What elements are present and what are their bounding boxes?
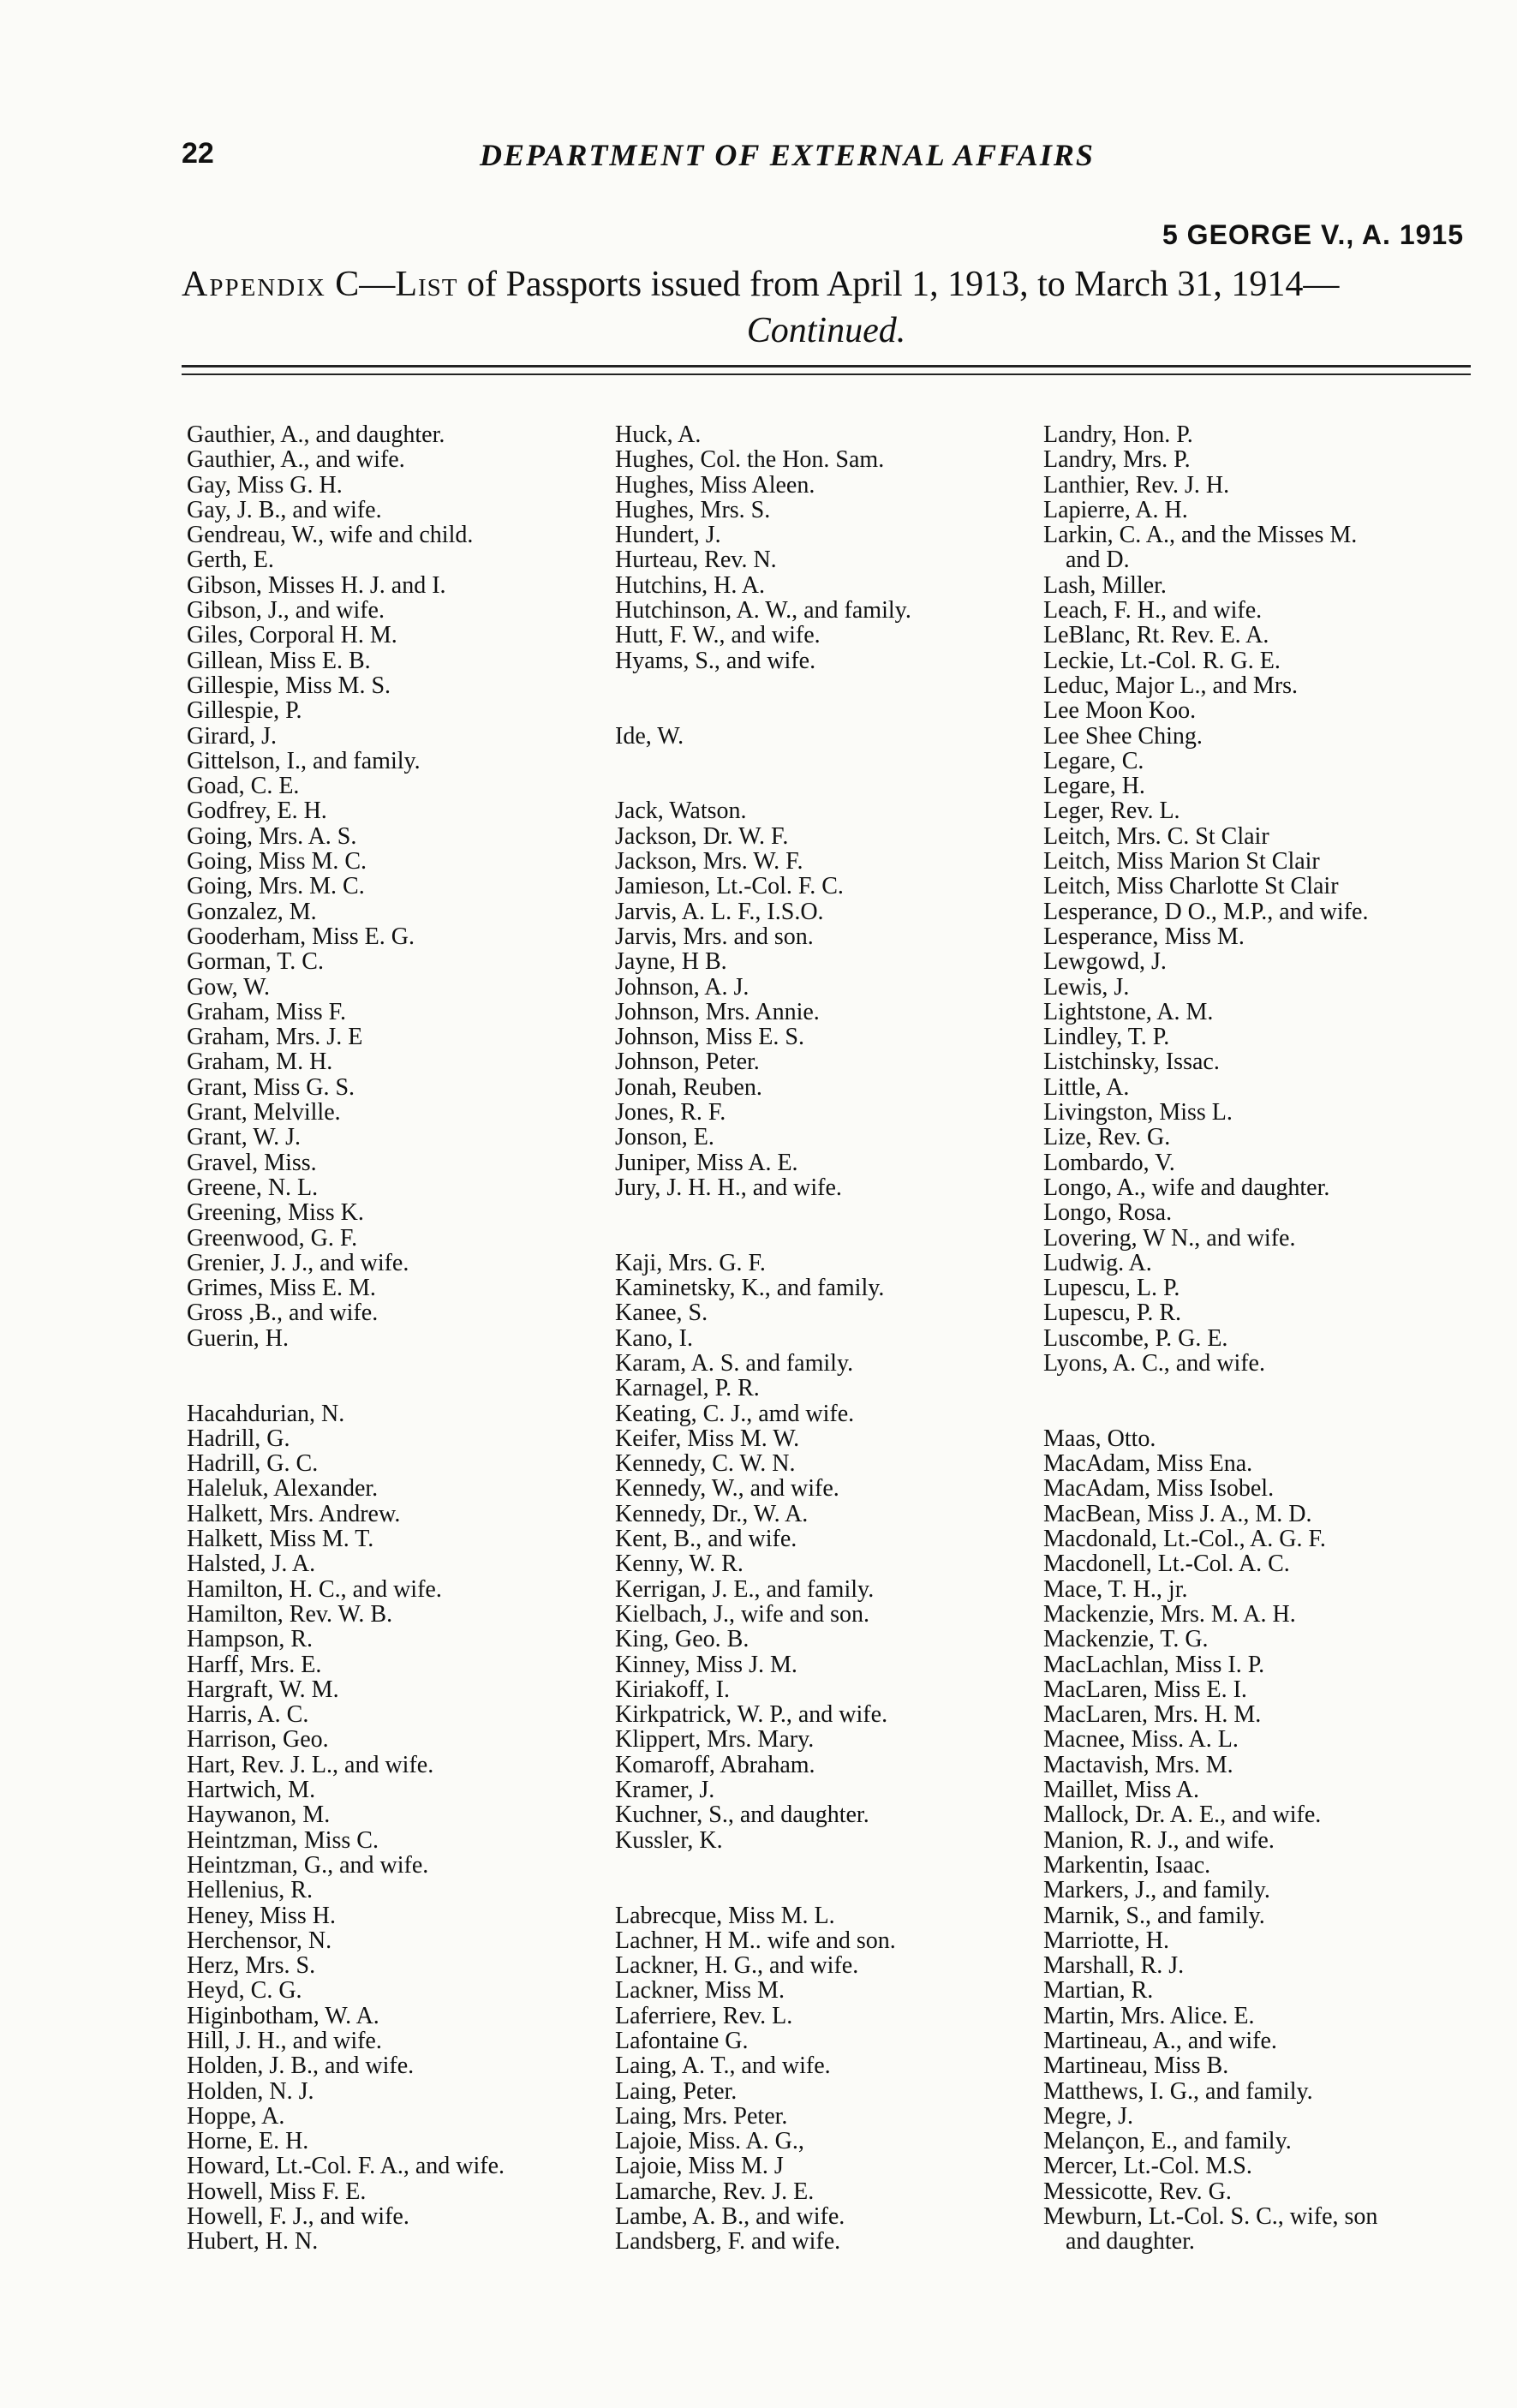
passport-entry: Jury, J. H. H., and wife. <box>615 1174 842 1201</box>
passport-entry: Lightstone, A. M. <box>1043 998 1214 1025</box>
passport-entry: Lize, Rev. G. <box>1043 1124 1171 1151</box>
passport-entry: Lachner, H M.. wife and son. <box>615 1927 896 1954</box>
appendix-title <box>182 261 1471 354</box>
passport-entry: Going, Mrs. A. S. <box>187 822 357 850</box>
appendix-word: Appendix <box>182 265 326 304</box>
appendix-letter: C— <box>325 265 396 304</box>
passport-entry: Lackner, H. G., and wife. <box>615 1952 859 1980</box>
section-gap <box>187 1351 606 1376</box>
passport-entry: King, Geo. B. <box>615 1626 750 1653</box>
names-column-3 <box>1043 422 1489 2255</box>
passport-entry: Jack, Watson. <box>615 798 747 825</box>
passport-entry: Gravel, Miss. <box>187 1149 317 1176</box>
passport-entry: Lash, Miller. <box>1043 571 1167 599</box>
passport-entry: Gittelson, I., and family. <box>187 747 421 774</box>
passport-entry: Gross ,B., and wife. <box>187 1300 379 1327</box>
passport-entry: Gibson, J., and wife. <box>187 597 385 624</box>
passport-entry: Heintzman, Miss C. <box>187 1826 379 1854</box>
passport-entry: Komaroff, Abraham. <box>615 1751 815 1778</box>
names-column-2 <box>615 422 1043 2255</box>
passport-entry: Kinney, Miss J. M. <box>615 1651 797 1678</box>
passport-entry: Hargraft, W. M. <box>187 1676 339 1703</box>
passport-entry: Martineau, A., and wife. <box>1043 2028 1277 2054</box>
passport-entry: Martineau, Miss B. <box>1043 2052 1229 2080</box>
passport-entry: Kaji, Mrs. G. F. <box>615 1249 766 1276</box>
passport-entry: Hamilton, Rev. W. B. <box>187 1600 393 1628</box>
passport-entry: Hutt, F. W., and wife. <box>615 622 821 649</box>
passport-entry: Lee Moon Koo. <box>1043 697 1197 725</box>
passport-entry: Hoppe, A. <box>187 2102 285 2130</box>
passport-entry: Legare, H. <box>1043 773 1145 800</box>
passport-entry: Howell, F. J., and wife. <box>187 2203 409 2231</box>
passport-entry: Harff, Mrs. E. <box>187 1651 322 1678</box>
section-gap <box>615 774 1043 798</box>
passport-entry: Kielbach, J., wife and son. <box>615 1600 870 1628</box>
passport-entry: Lajoie, Miss M. J <box>615 2153 784 2180</box>
passport-entry: Gooderham, Miss E. G. <box>187 923 415 950</box>
passport-entry: Johnson, A. J. <box>615 973 750 1001</box>
passport-entry: Kennedy, Dr., W. A. <box>615 1500 809 1527</box>
section-gap <box>1043 1401 1489 1426</box>
passport-entry: Hughes, Col. the Hon. Sam. <box>615 446 885 474</box>
passport-entry: Jackson, Dr. W. F. <box>615 822 789 850</box>
passport-entry: Greening, Miss K. <box>187 1199 364 1227</box>
passport-entry: Jayne, H B. <box>615 948 727 976</box>
passport-entry: Graham, Mrs. J. E <box>187 1024 363 1051</box>
passport-entry: Lafontaine G. <box>615 2028 749 2054</box>
passport-entry: Messicotte, Rev. G. <box>1043 2178 1232 2205</box>
passport-entry: Hundert, J. <box>615 522 721 549</box>
passport-entry: Markentin, Isaac. <box>1043 1851 1211 1879</box>
passport-entry: Markers, J., and family. <box>1043 1877 1270 1904</box>
passport-entry: Longo, Rosa. <box>1043 1199 1173 1227</box>
passport-entry: Hyams, S., and wife. <box>615 647 816 674</box>
session-label: 5 GEORGE V., A. 1915 <box>1162 219 1464 250</box>
passport-entry: and D. <box>1066 547 1130 574</box>
section-gap <box>615 1226 1043 1251</box>
passport-entry: Marnik, S., and family. <box>1043 1902 1265 1929</box>
passport-entry: Herz, Mrs. S. <box>187 1952 316 1980</box>
section-gap <box>615 1853 1043 1878</box>
passport-entry: Heyd, C. G. <box>187 1977 302 2005</box>
passport-entry: Kiriakoff, I. <box>615 1676 730 1703</box>
passport-entry: Larkin, C. A., and the Misses M. <box>1043 522 1358 549</box>
passport-entry: Giles, Corporal H. M. <box>187 622 397 649</box>
passport-entry: Mackenzie, T. G. <box>1043 1626 1209 1653</box>
passport-entry: Maas, Otto. <box>1043 1425 1156 1452</box>
passport-entry: Gerth, E. <box>187 547 274 574</box>
section-gap <box>615 1878 1043 1903</box>
passport-entry: Gorman, T. C. <box>187 948 324 976</box>
passport-entry: MacLachlan, Miss I. P. <box>1043 1651 1265 1678</box>
passport-entry: MacAdam, Miss Ena. <box>1043 1450 1253 1478</box>
passport-entry: Huck, A. <box>615 421 702 448</box>
passport-entry: Lupescu, L. P. <box>1043 1275 1180 1302</box>
passport-entry: Hubert, H. N. <box>187 2228 319 2256</box>
section-gap <box>615 673 1043 698</box>
passport-entry: and daughter. <box>1066 2228 1195 2256</box>
passport-entry: Grant, Miss G. S. <box>187 1073 355 1101</box>
passport-entry: Laferriere, Rev. L. <box>615 2002 793 2029</box>
passport-entry: Laing, A. T., and wife. <box>615 2052 831 2080</box>
passport-entry: Mactavish, Mrs. M. <box>1043 1751 1233 1778</box>
passport-entry: Kirkpatrick, W. P., and wife. <box>615 1701 888 1729</box>
passport-entry: Melançon, E., and family. <box>1043 2128 1292 2155</box>
passport-entry: Leitch, Miss Charlotte St Clair <box>1043 873 1339 900</box>
passport-entry: Martian, R. <box>1043 1977 1154 2005</box>
passport-entry: Macnee, Miss. A. L. <box>1043 1726 1239 1754</box>
passport-entry: Matthews, I. G., and family. <box>1043 2077 1313 2105</box>
passport-entry: Kent, B., and wife. <box>615 1526 797 1553</box>
passport-entry: Gillespie, P. <box>187 697 302 725</box>
passport-entry: Goad, C. E. <box>187 773 300 800</box>
passport-entry: Lajoie, Miss. A. G., <box>615 2128 804 2155</box>
passport-entry: Hartwich, M. <box>187 1777 316 1804</box>
header-rule <box>182 365 1471 367</box>
passport-entry: Graham, Miss F. <box>187 998 346 1025</box>
passport-entry: Lapierre, A. H. <box>1043 496 1188 523</box>
passport-entry: Guerin, H. <box>187 1324 289 1352</box>
passport-entry: Hadrill, G. <box>187 1425 290 1452</box>
passport-entry: Greenwood, G. F. <box>187 1224 358 1252</box>
section-gap <box>615 698 1043 723</box>
passport-entry: Heney, Miss H. <box>187 1902 336 1929</box>
passport-entry: Leitch, Mrs. C. St Clair <box>1043 822 1269 850</box>
passport-entry: MacLaren, Mrs. H. M. <box>1043 1701 1262 1729</box>
passport-entry: Gillespie, Miss M. S. <box>187 672 391 699</box>
passport-entry: Kenny, W. R. <box>615 1551 744 1578</box>
passport-entry: Gibson, Misses H. J. and I. <box>187 571 446 599</box>
passport-entry: Lee Shee Ching. <box>1043 722 1203 750</box>
passport-entry: Ludwig. A. <box>1043 1249 1152 1276</box>
passport-entry: Legare, C. <box>1043 747 1144 774</box>
passport-entry: Lindley, T. P. <box>1043 1024 1170 1051</box>
passport-entry: Macdonell, Lt.-Col. A. C. <box>1043 1551 1290 1578</box>
passport-entry: Greene, N. L. <box>187 1174 319 1201</box>
passport-entry: Macdonald, Lt.-Col., A. G. F. <box>1043 1526 1326 1553</box>
passport-entry: Klippert, Mrs. Mary. <box>615 1726 815 1754</box>
passport-entry: Mercer, Lt.-Col. M.S. <box>1043 2153 1252 2180</box>
passport-entry: Hellenius, R. <box>187 1877 313 1904</box>
passport-entry: Howard, Lt.-Col. F. A., and wife. <box>187 2153 505 2180</box>
passport-entry: Gillean, Miss E. B. <box>187 647 371 674</box>
passport-entry: Gay, Miss G. H. <box>187 471 343 499</box>
passport-entry: Hampson, R. <box>187 1626 313 1653</box>
passport-entry: Holden, J. B., and wife. <box>187 2052 415 2080</box>
passport-entry: Lackner, Miss M. <box>615 1977 785 2005</box>
passport-entry: Lesperance, D O., M.P., and wife. <box>1043 898 1369 925</box>
passport-entry: Kano, I. <box>615 1324 693 1352</box>
passport-entry: Gow, W. <box>187 973 270 1001</box>
section-gap <box>1043 1376 1489 1401</box>
passport-entry: Hacahdurian, N. <box>187 1400 345 1427</box>
passport-entry: Haywanon, M. <box>187 1802 331 1829</box>
passport-entry: Leach, F. H., and wife. <box>1043 597 1263 624</box>
passport-entry: Gay, J. B., and wife. <box>187 496 382 523</box>
passport-entry: MacBean, Miss J. A., M. D. <box>1043 1500 1312 1527</box>
passport-entry: MacAdam, Miss Isobel. <box>1043 1475 1275 1503</box>
passport-entry: Kuchner, S., and daughter. <box>615 1802 869 1829</box>
passport-entry: Jamieson, Lt.-Col. F. C. <box>615 873 844 900</box>
passport-entry: Kennedy, C. W. N. <box>615 1450 796 1478</box>
passport-entry: Lewgowd, J. <box>1043 948 1167 976</box>
passport-entry: Gonzalez, M. <box>187 898 317 925</box>
passport-entry: Lanthier, Rev. J. H. <box>1043 471 1230 499</box>
passport-entry: MacLaren, Miss E. I. <box>1043 1676 1247 1703</box>
header-rule-double <box>182 373 1471 375</box>
passport-entry: Graham, M. H. <box>187 1049 333 1076</box>
passport-entry: Karam, A. S. and family. <box>615 1349 854 1377</box>
passport-entry: Jarvis, A. L. F., I.S.O. <box>615 898 824 925</box>
passport-entry: Karnagel, P. R. <box>615 1375 760 1402</box>
passport-entry: Marriotte, H. <box>1043 1927 1169 1954</box>
passport-entry: Haleluk, Alexander. <box>187 1475 379 1503</box>
passport-entry: Lombardo, V. <box>1043 1149 1175 1176</box>
list-word: List <box>395 265 458 304</box>
passport-entry: Mallock, Dr. A. E., and wife. <box>1043 1802 1322 1829</box>
passport-entry: Godfrey, E. H. <box>187 798 327 825</box>
passport-entry: Going, Mrs. M. C. <box>187 873 365 900</box>
passport-entry: Longo, A., wife and daughter. <box>1043 1174 1330 1201</box>
passport-entry: Kramer, J. <box>615 1777 715 1804</box>
passport-entry: Grant, Melville. <box>187 1099 341 1126</box>
passport-entry: Johnson, Miss E. S. <box>615 1024 804 1051</box>
passport-entry: Grant, W. J. <box>187 1124 301 1151</box>
section-gap <box>187 1376 606 1401</box>
passport-entry: Grimes, Miss E. M. <box>187 1275 376 1302</box>
page-number: 22 <box>182 137 214 170</box>
passport-entry: Landry, Hon. P. <box>1043 421 1193 448</box>
passport-entry: Kennedy, W., and wife. <box>615 1475 839 1503</box>
passport-entry: Landry, Mrs. P. <box>1043 446 1191 474</box>
passport-entry: Kanee, S. <box>615 1300 708 1327</box>
passport-entry: Hughes, Miss Aleen. <box>615 471 815 499</box>
passport-entry: Lovering, W N., and wife. <box>1043 1224 1296 1252</box>
passport-entry: Megre, J. <box>1043 2102 1133 2130</box>
passport-entry: Kaminetsky, K., and family. <box>615 1275 885 1302</box>
passport-entry: Grenier, J. J., and wife. <box>187 1249 409 1276</box>
passport-entry: Jarvis, Mrs. and son. <box>615 923 814 950</box>
passport-entry: Martin, Mrs. Alice. E. <box>1043 2002 1255 2029</box>
passport-entry: Harrison, Geo. <box>187 1726 329 1754</box>
running-head: DEPARTMENT OF EXTERNAL AFFAIRS <box>480 138 1095 172</box>
passport-entry: Horne, E. H. <box>187 2128 309 2155</box>
passport-entry: Laing, Peter. <box>615 2077 738 2105</box>
passport-entry: Hurteau, Rev. N. <box>615 547 777 574</box>
passport-entry: Mewburn, Lt.-Col. S. C., wife, son <box>1043 2203 1378 2231</box>
passport-entry: Kerrigan, J. E., and family. <box>615 1575 875 1603</box>
passport-entry: Luscombe, P. G. E. <box>1043 1324 1228 1352</box>
passport-entry: Herchensor, N. <box>187 1927 332 1954</box>
passport-entry: Lesperance, Miss M. <box>1043 923 1245 950</box>
passport-entry: Maillet, Miss A. <box>1043 1777 1200 1804</box>
passport-entry: Keifer, Miss M. W. <box>615 1425 800 1452</box>
title-line <box>182 261 1471 308</box>
passport-entry: Hughes, Mrs. S. <box>615 496 771 523</box>
passport-entry: Leduc, Major L., and Mrs. <box>1043 672 1299 699</box>
passport-entry: Jones, R. F. <box>615 1099 726 1126</box>
passport-entry: Livingston, Miss L. <box>1043 1099 1233 1126</box>
passport-entry: Keating, C. J., amd wife. <box>615 1400 855 1427</box>
passport-entry: Halkett, Mrs. Andrew. <box>187 1500 401 1527</box>
passport-entry: Gauthier, A., and daughter. <box>187 421 445 448</box>
passport-entry: Girard, J. <box>187 722 277 750</box>
passport-entry: Lambe, A. B., and wife. <box>615 2203 845 2231</box>
passport-entry: Leckie, Lt.-Col. R. G. E. <box>1043 647 1281 674</box>
passport-entry: Jonson, E. <box>615 1124 714 1151</box>
passport-entry: Lupescu, P. R. <box>1043 1300 1181 1327</box>
passport-entry: Johnson, Peter. <box>615 1049 760 1076</box>
passport-entry: Higinbotham, W. A. <box>187 2002 379 2029</box>
passport-entry: Hadrill, G. C. <box>187 1450 319 1478</box>
passport-entry: Labrecque, Miss M. L. <box>615 1902 835 1929</box>
passport-entry: Hart, Rev. J. L., and wife. <box>187 1751 434 1778</box>
passport-entry: Listchinsky, Issac. <box>1043 1049 1220 1076</box>
passport-entry: LeBlanc, Rt. Rev. E. A. <box>1043 622 1269 649</box>
passport-entry: Halsted, J. A. <box>187 1551 316 1578</box>
passport-entry: Mackenzie, Mrs. M. A. H. <box>1043 1600 1296 1628</box>
passport-entry: Mace, T. H., jr. <box>1043 1575 1188 1603</box>
passport-entry: Little, A. <box>1043 1073 1130 1101</box>
title-rest: of Passports issued from April 1, 1913, to March 31, 1914— <box>457 265 1340 304</box>
passport-entry: Landsberg, F. and wife. <box>615 2228 841 2256</box>
passport-entry: Going, Miss M. C. <box>187 848 367 875</box>
passport-entry: Johnson, Mrs. Annie. <box>615 998 820 1025</box>
passport-entry: Laing, Mrs. Peter. <box>615 2102 788 2130</box>
passport-entry: Manion, R. J., and wife. <box>1043 1826 1275 1854</box>
passport-entry: Holden, N. J. <box>187 2077 314 2105</box>
passport-entry: Halkett, Miss M. T. <box>187 1526 374 1553</box>
passport-entry: Hutchinson, A. W., and family. <box>615 597 911 624</box>
passport-entry: Juniper, Miss A. E. <box>615 1149 798 1176</box>
passport-entry: Marshall, R. J. <box>1043 1952 1185 1980</box>
passport-entry: Howell, Miss F. E. <box>187 2178 367 2205</box>
passport-entry: Lamarche, Rev. J. E. <box>615 2178 815 2205</box>
passport-entry: Jonah, Reuben. <box>615 1073 762 1101</box>
passport-entry: Lewis, J. <box>1043 973 1130 1001</box>
passport-entry: Jackson, Mrs. W. F. <box>615 848 803 875</box>
passport-entry: Heintzman, G., and wife. <box>187 1851 429 1879</box>
passport-entry: Kussler, K. <box>615 1826 723 1854</box>
names-column-1 <box>187 422 606 2255</box>
section-gap <box>615 1200 1043 1225</box>
title-continued: Continued. <box>746 311 906 350</box>
passport-entry: Leger, Rev. L. <box>1043 798 1180 825</box>
passport-entry: Hill, J. H., and wife. <box>187 2028 382 2054</box>
passport-entry: Gendreau, W., wife and child. <box>187 522 474 549</box>
section-gap <box>615 749 1043 774</box>
passport-entry: Harris, A. C. <box>187 1701 309 1729</box>
passport-entry: Leitch, Miss Marion St Clair <box>1043 848 1320 875</box>
passport-entry: Hutchins, H. A. <box>615 571 765 599</box>
passport-entry: Ide, W. <box>615 722 684 750</box>
passport-entry: Lyons, A. C., and wife. <box>1043 1349 1265 1377</box>
passport-entry: Gauthier, A., and wife. <box>187 446 405 474</box>
passport-entry: Hamilton, H. C., and wife. <box>187 1575 442 1603</box>
